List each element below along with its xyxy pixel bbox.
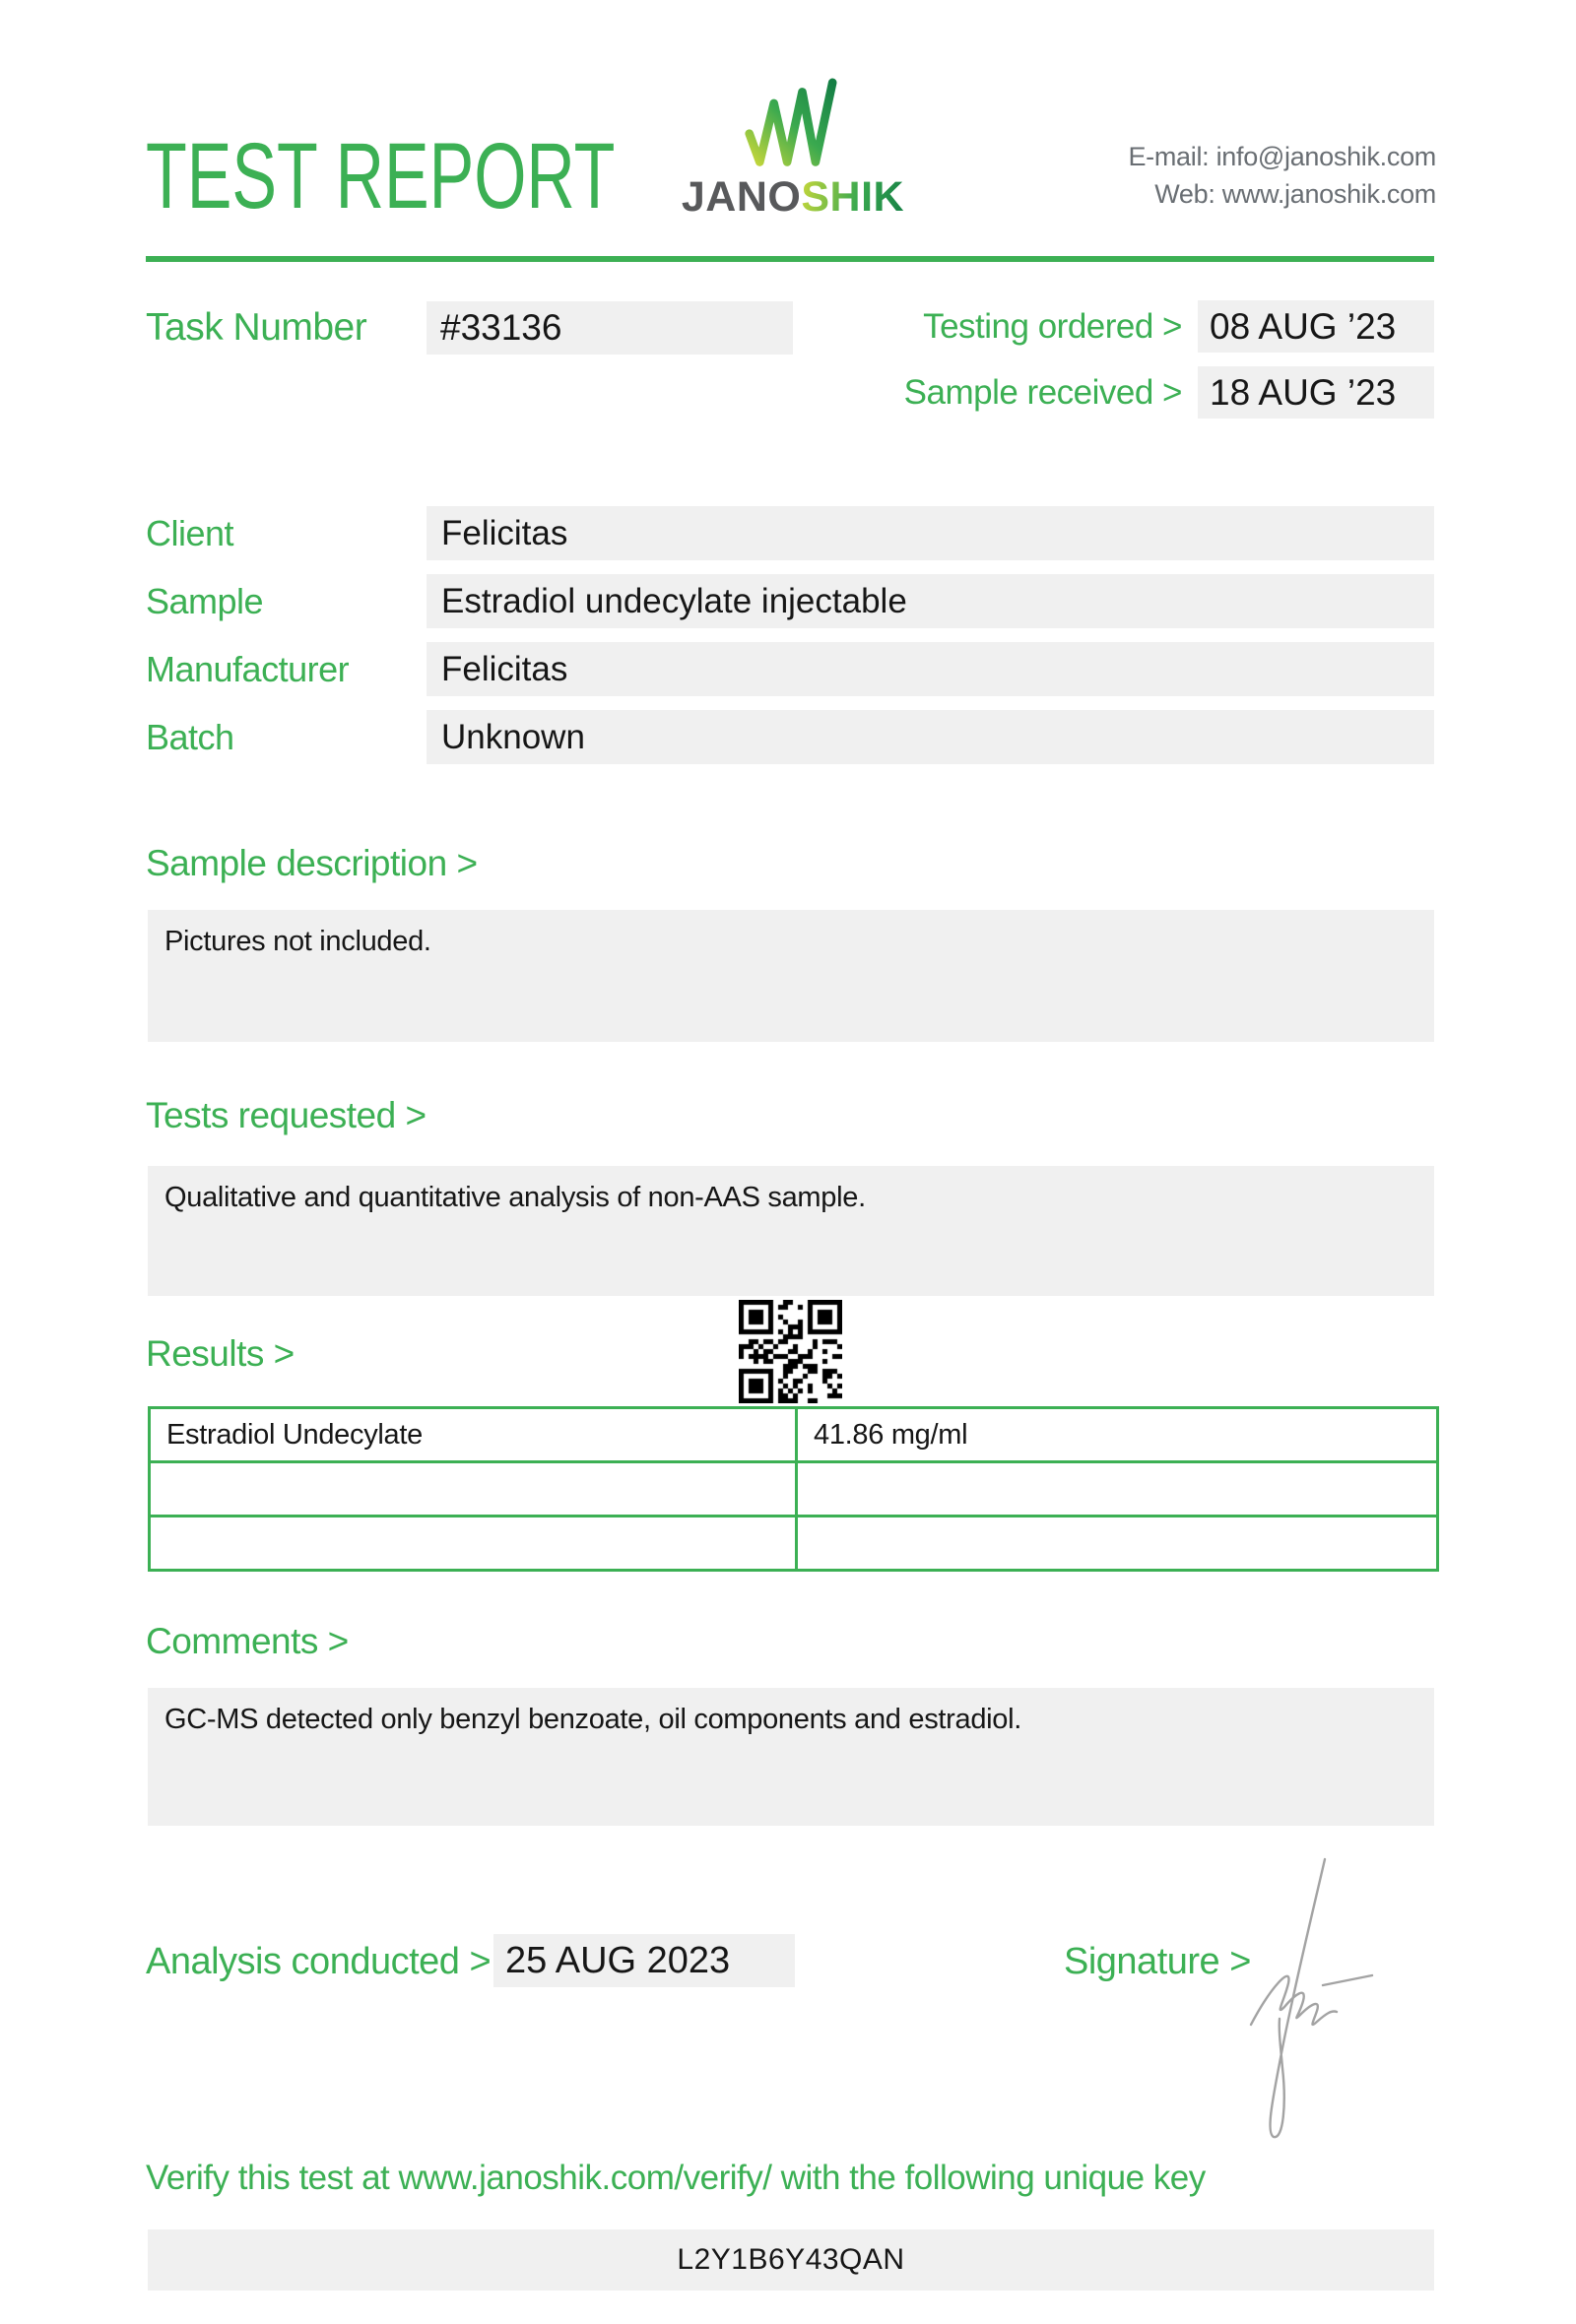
task-number-label: Task Number (146, 306, 367, 349)
qr-code-icon (739, 1300, 842, 1403)
result-analyte: Estradiol Undecylate (150, 1408, 797, 1462)
result-analyte (150, 1462, 797, 1517)
sample-description-text: Pictures not included. (164, 926, 431, 957)
table-row (150, 1462, 1438, 1517)
sample-description-box (148, 910, 1434, 1042)
result-value (797, 1462, 1438, 1517)
task-number-value: #33136 (427, 301, 793, 355)
table-row (150, 1517, 1438, 1571)
contact-block (1128, 138, 1436, 213)
sample-label: Sample (146, 581, 264, 621)
tests-requested-heading: Tests requested > (146, 1095, 427, 1135)
comments-text: GC-MS detected only benzyl benzoate, oil components and estradiol. (164, 1704, 1022, 1735)
contact-email: E-mail: info@janoshik.com (1128, 142, 1436, 171)
analysis-conducted-value: 25 AUG 2023 (493, 1934, 795, 1987)
sample-received-label: Sample received > (903, 373, 1182, 412)
signature-label: Signature > (1064, 1941, 1251, 1982)
results-heading: Results > (146, 1333, 295, 1374)
verify-instruction: Verify this test at www.janoshik.com/verify/ with the following unique key (146, 2159, 1206, 2197)
batch-label: Batch (146, 717, 234, 757)
sample-received-value: 18 AUG ’23 (1198, 366, 1434, 419)
header-divider (146, 256, 1434, 262)
rising-trend-chart-icon (743, 77, 837, 175)
signature-icon (1231, 1849, 1399, 2145)
sample-value: Estradiol undecylate injectable (427, 574, 1434, 628)
sample-description-heading: Sample description > (146, 843, 478, 883)
results-table (148, 1406, 1439, 1572)
tests-requested-box (148, 1166, 1434, 1296)
tests-requested-text: Qualitative and quantitative analysis of non-AAS sample. (164, 1182, 866, 1213)
result-value: 41.86 mg/ml (797, 1408, 1438, 1462)
brand-shik: SHIK (801, 173, 905, 221)
unique-key-value: L2Y1B6Y43QAN (148, 2229, 1434, 2291)
comments-box (148, 1688, 1434, 1826)
result-value (797, 1517, 1438, 1571)
contact-web: Web: www.janoshik.com (1154, 179, 1436, 209)
testing-ordered-value: 08 AUG ’23 (1198, 300, 1434, 353)
brand-wordmark (670, 173, 916, 222)
brand-jano: JANO (681, 173, 802, 221)
client-value: Felicitas (427, 506, 1434, 560)
analysis-conducted-label: Analysis conducted > (146, 1941, 492, 1982)
batch-value: Unknown (427, 710, 1434, 764)
manufacturer-label: Manufacturer (146, 649, 350, 689)
client-label: Client (146, 513, 234, 553)
result-analyte (150, 1517, 797, 1571)
testing-ordered-label: Testing ordered > (923, 307, 1182, 346)
table-row (150, 1408, 1438, 1462)
comments-heading: Comments > (146, 1621, 349, 1661)
manufacturer-value: Felicitas (427, 642, 1434, 696)
page-title: TEST REPORT (146, 124, 616, 228)
